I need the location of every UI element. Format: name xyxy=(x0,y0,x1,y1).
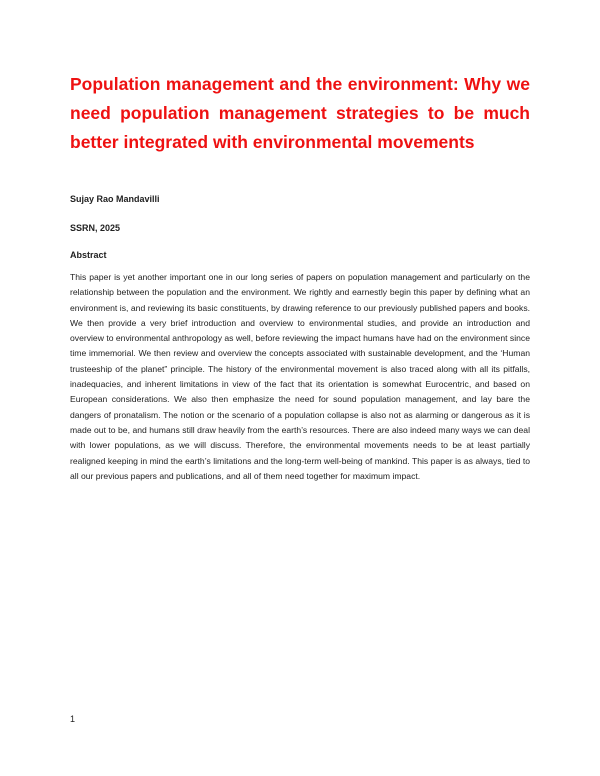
paper-title: Population management and the environment: Why we need population management strategies to be much better integrated with environmental movements xyxy=(70,74,530,152)
abstract-body: This paper is yet another important one in our long series of papers on population management and particularly on the relationship between the population and the environment. We rightly and earnestly begin this paper by defining what an environment is, and reviewing its basic constituents, by drawing reference to our previously published papers and books. We then provide a very brief introduction and overview to environmental studies, and provide an introduction and overview to environmental anthropology as well, before reviewing the impact humans have had on the environment since time immemorial. We then review and overview the concepts associated with sustainable development, and the ‘Human trusteeship of the planet” principle. The history of the environmental movement is also traced along with all its pitfalls, inadequacies, and inherent limitations in view of the fact that its orientation is somewhat Eurocentric, and based on European considerations. We also then emphasize the need for sound population management, and lay bare the dangers of pronatalism. The notion or the scenario of a population collapse is also not as alarming or dangerous as it is made out to be, and humans still draw heavily from the earth’s resources. There are also indeed many ways we can deal with lower populations, as we will discuss. Therefore, the environmental movements needs to be at least partially realigned keeping in mind the earth’s limitations and the long-term well-being of mankind. This paper is as always, tied to all our previous papers and publications, and all of them need together for maximum impact. xyxy=(70,272,530,481)
page-number: 1 xyxy=(70,714,76,724)
abstract-heading: Abstract xyxy=(70,250,107,260)
author-name: Sujay Rao Mandavilli xyxy=(70,194,160,204)
publication-venue: SSRN, 2025 xyxy=(70,223,121,233)
